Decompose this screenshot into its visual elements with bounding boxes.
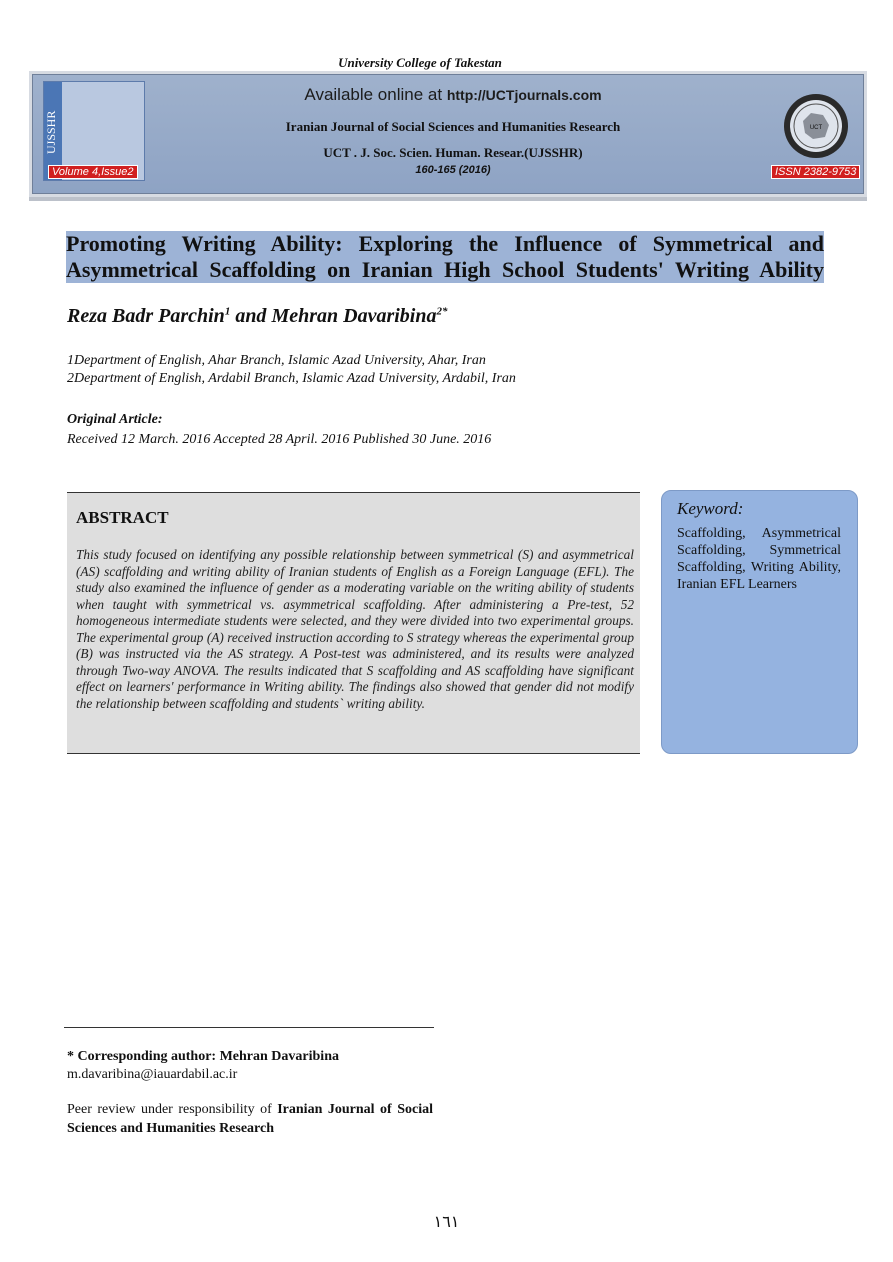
logo-text: UCT <box>809 125 823 131</box>
author-1-affil: 1 <box>224 305 231 318</box>
cover-text: UJSSHR <box>44 110 58 154</box>
keyword-list: Scaffolding, Asymmetrical Scaffolding, Symmetrical Scaffolding, Writing Ability, Iranian EFL Learners <box>677 526 841 592</box>
affiliation-1: 1Department of English, Ahar Branch, Islamic Azad University, Ahar, Iran <box>67 353 486 368</box>
author-2-affil: 2* <box>436 305 448 318</box>
article-title: Promoting Writing Ability: Exploring the Influence of Symmetrical and Asymmetrical Scaffolding on Iranian High School Students' Writing Ability <box>66 231 824 282</box>
page-number: ١٦١ <box>433 1212 460 1231</box>
article-dates: Received 12 March. 2016 Accepted 28 April. 2016 Published 30 June. 2016 <box>67 432 492 447</box>
issn-badge: ISSN 2382-9753 <box>771 165 860 179</box>
author-email-link[interactable]: m.davaribina@iauardabil.ac.ir <box>67 1067 238 1082</box>
peer-review-journal: Iranian Journal of Social Sciences and Humanities Research <box>67 1102 433 1136</box>
keyword-box <box>661 490 858 754</box>
journal-name: Iranian Journal of Social Sciences and Humanities Research <box>285 119 621 134</box>
peer-review-prefix: Peer review under responsibility of <box>67 1102 278 1117</box>
peer-review-note <box>67 1100 433 1138</box>
abstract-text: This study focused on identifying any possible relationship between symmetrical (S) and asymmetrical (AS) scaffolding and writing ability of Iranian students of English as a Foreign Language (EFL). The study also examined the influence of gender as a moderating variable on the writing ability of students when taught with symmetrical vs. asymmetrical scaffolding. After administering a Pre-test, 52 homogeneous intermediate students were selected, and they were divided into two experimental groups. The experimental group (A) received instruction according to S strategy whereas the experimental group (B) was instructed via the AS strategy. A Post-test was administered, and its results were analyzed through Two-way ANOVA. The results indicated that S scaffolding and AS scaffolding have significant effect on learners' performance in Writing ability. The findings also showed that gender did not modify the relationship between scaffolding and students` writing ability. <box>76 547 634 711</box>
volume-badge: Volume 4,Issue2 <box>48 165 138 179</box>
author-1: Reza Badr Parchin <box>67 305 225 327</box>
available-prefix: Available online at <box>304 85 447 104</box>
corresponding-author: * Corresponding author: Mehran Davaribina <box>67 1049 339 1064</box>
journal-banner <box>32 74 864 194</box>
page-range: 160-165 (2016) <box>415 164 491 176</box>
abstract-box <box>67 492 640 754</box>
keyword-title: Keyword: <box>677 499 744 518</box>
abstract-heading: ABSTRACT <box>76 508 169 527</box>
university-logo-icon <box>781 91 851 161</box>
university-label: University College of Takestan <box>338 55 502 70</box>
affiliation-2: 2Department of English, Ardabil Branch, Islamic Azad University, Ardabil, Iran <box>67 371 516 386</box>
footnote-divider <box>64 1027 434 1028</box>
article-type: Original Article: <box>67 412 163 427</box>
author-2: Mehran Davaribina <box>271 305 437 327</box>
journal-url-link[interactable]: http://UCTjournals.com <box>446 87 602 103</box>
author-connector: and <box>230 305 272 327</box>
authors <box>67 305 447 328</box>
affiliations <box>67 352 516 388</box>
available-online <box>153 85 753 105</box>
journal-abbrev: UCT . J. Soc. Scien. Human. Resear.(UJSSHR) <box>323 145 583 160</box>
